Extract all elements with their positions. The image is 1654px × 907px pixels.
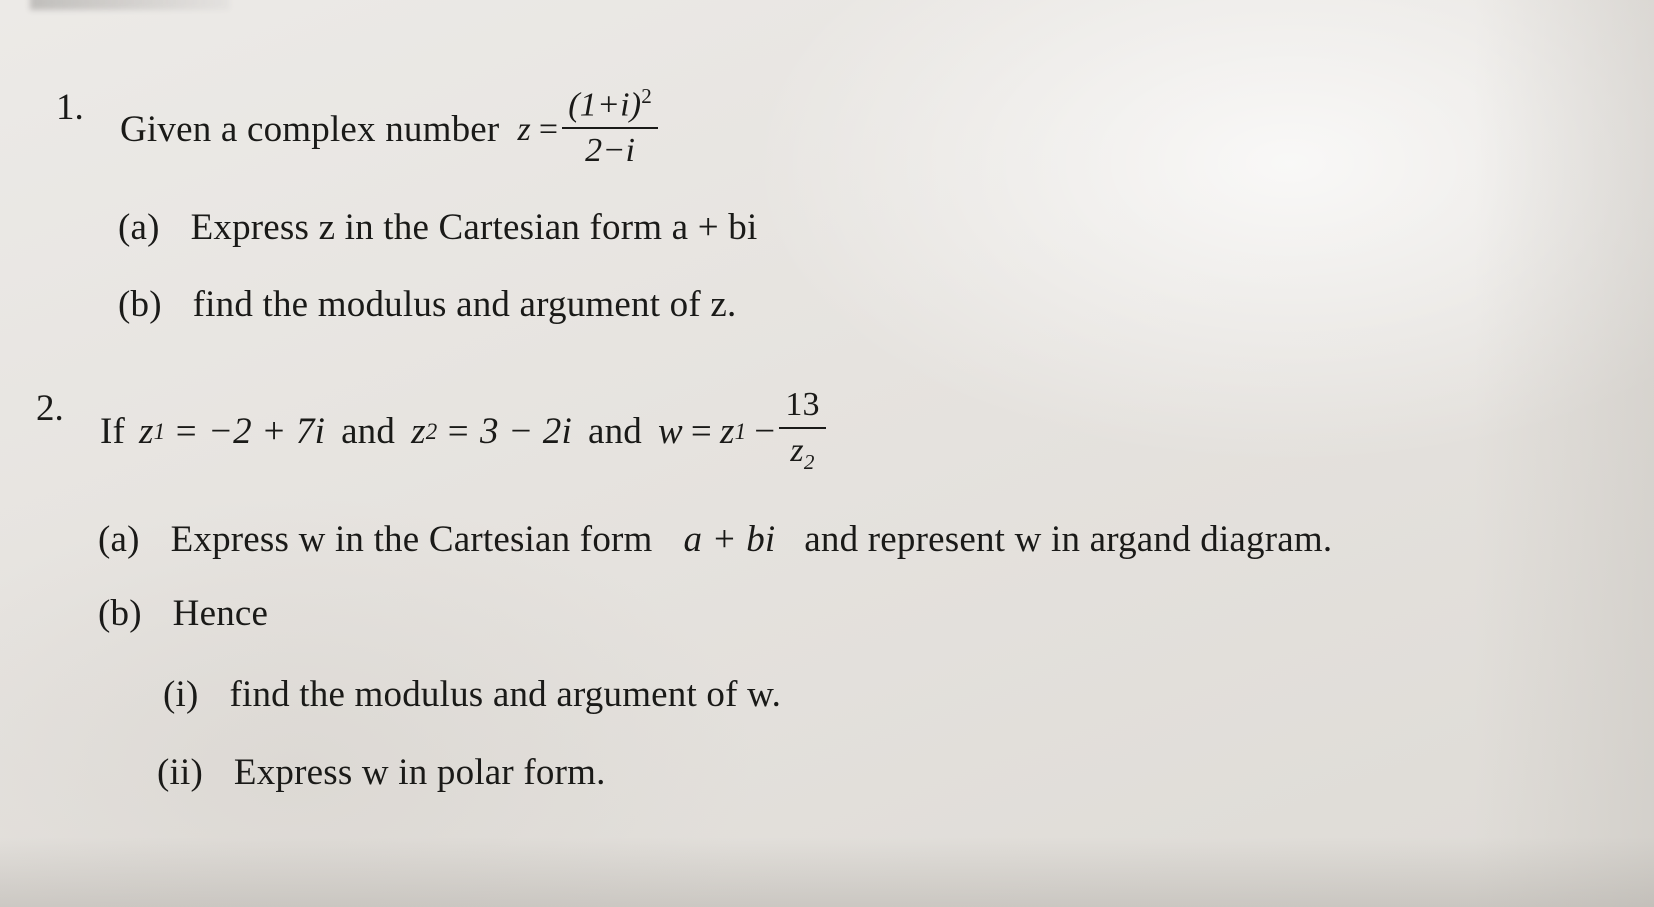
question-2-part-b: [98, 592, 268, 636]
question-2-w-equals: =: [690, 411, 712, 453]
question-1-stem-row: [120, 86, 662, 174]
question-2-subpart-ii-label: (ii): [157, 752, 204, 793]
question-2-fraction-numerator: 13: [785, 386, 820, 423]
question-1-part-b-text: find the modulus and argument of z.: [192, 284, 737, 325]
question-1-part-a-label: (a): [118, 207, 160, 248]
question-1-stem-text: Given a complex number: [120, 108, 500, 150]
question-1-fraction: [562, 84, 658, 172]
question-2-part-b-text: Hence: [172, 593, 269, 634]
question-2-z2: z: [411, 411, 426, 453]
question-2-fraction-bar: [779, 427, 825, 429]
question-2-z1-equation: = −2 + 7i: [173, 411, 326, 453]
question-1-fraction-bar: [562, 127, 658, 129]
question-2-and-2: and: [587, 411, 642, 453]
question-2-if: If: [100, 411, 126, 453]
question-2-z1-subscript: 1: [153, 419, 166, 445]
question-2-z2-subscript: 2: [425, 419, 438, 445]
question-2-part-a: [98, 518, 1332, 562]
question-1-stem: [120, 86, 662, 174]
question-2-z1: z: [139, 411, 154, 453]
question-1-fraction-denominator: 2−i: [585, 132, 636, 170]
question-1-numerator-exponent: 2: [641, 84, 653, 108]
question-2-w: w: [657, 411, 683, 453]
question-2-z2-equation: = 3 − 2i: [445, 411, 572, 453]
question-2-fraction: [779, 385, 825, 475]
question-1-fraction-numerator: [562, 84, 658, 126]
question-2-and-1: and: [341, 411, 396, 453]
question-2-w-z1-subscript: 1: [734, 419, 747, 445]
question-2-part-a-label: (a): [98, 519, 140, 560]
question-2-fraction-denominator-z: z: [790, 432, 804, 470]
question-1-number: 1.: [56, 87, 84, 128]
question-2-number: 2.: [36, 388, 64, 429]
question-2-subpart-ii-text: Express w in polar form.: [233, 752, 606, 793]
question-2-part-a-text-before: Express w in the Cartesian form: [170, 519, 653, 560]
question-2-stem: [100, 387, 830, 477]
question-2-subpart-i-text: find the modulus and argument of w.: [229, 674, 782, 715]
question-2-stem-row: [100, 387, 830, 477]
question-2-fraction-denominator-subscript: 2: [803, 449, 815, 474]
question-1-equals: =: [538, 110, 559, 148]
question-2-fraction-denominator: [779, 430, 825, 475]
question-2-minus: −: [754, 411, 776, 453]
question-1-part-b-label: (b): [118, 284, 162, 325]
question-2-part-a-text-after: and represent w in argand diagram.: [804, 519, 1333, 560]
question-2-part-b-label: (b): [98, 593, 142, 634]
question-2-subpart-i: [163, 673, 781, 717]
question-2-part-a-math: a + bi: [683, 519, 776, 560]
question-2-subpart-i-label: (i): [163, 674, 199, 715]
question-1-part-a-text: Express z in the Cartesian form a + bi: [190, 207, 758, 248]
question-2-subpart-ii: [157, 751, 606, 795]
question-1-part-b: [118, 283, 736, 327]
question-1-numerator-text: (1+i): [568, 86, 642, 124]
question-2-w-z1: z: [719, 411, 735, 453]
question-1-variable-z: z: [517, 110, 531, 148]
question-1-part-a: [118, 206, 757, 250]
